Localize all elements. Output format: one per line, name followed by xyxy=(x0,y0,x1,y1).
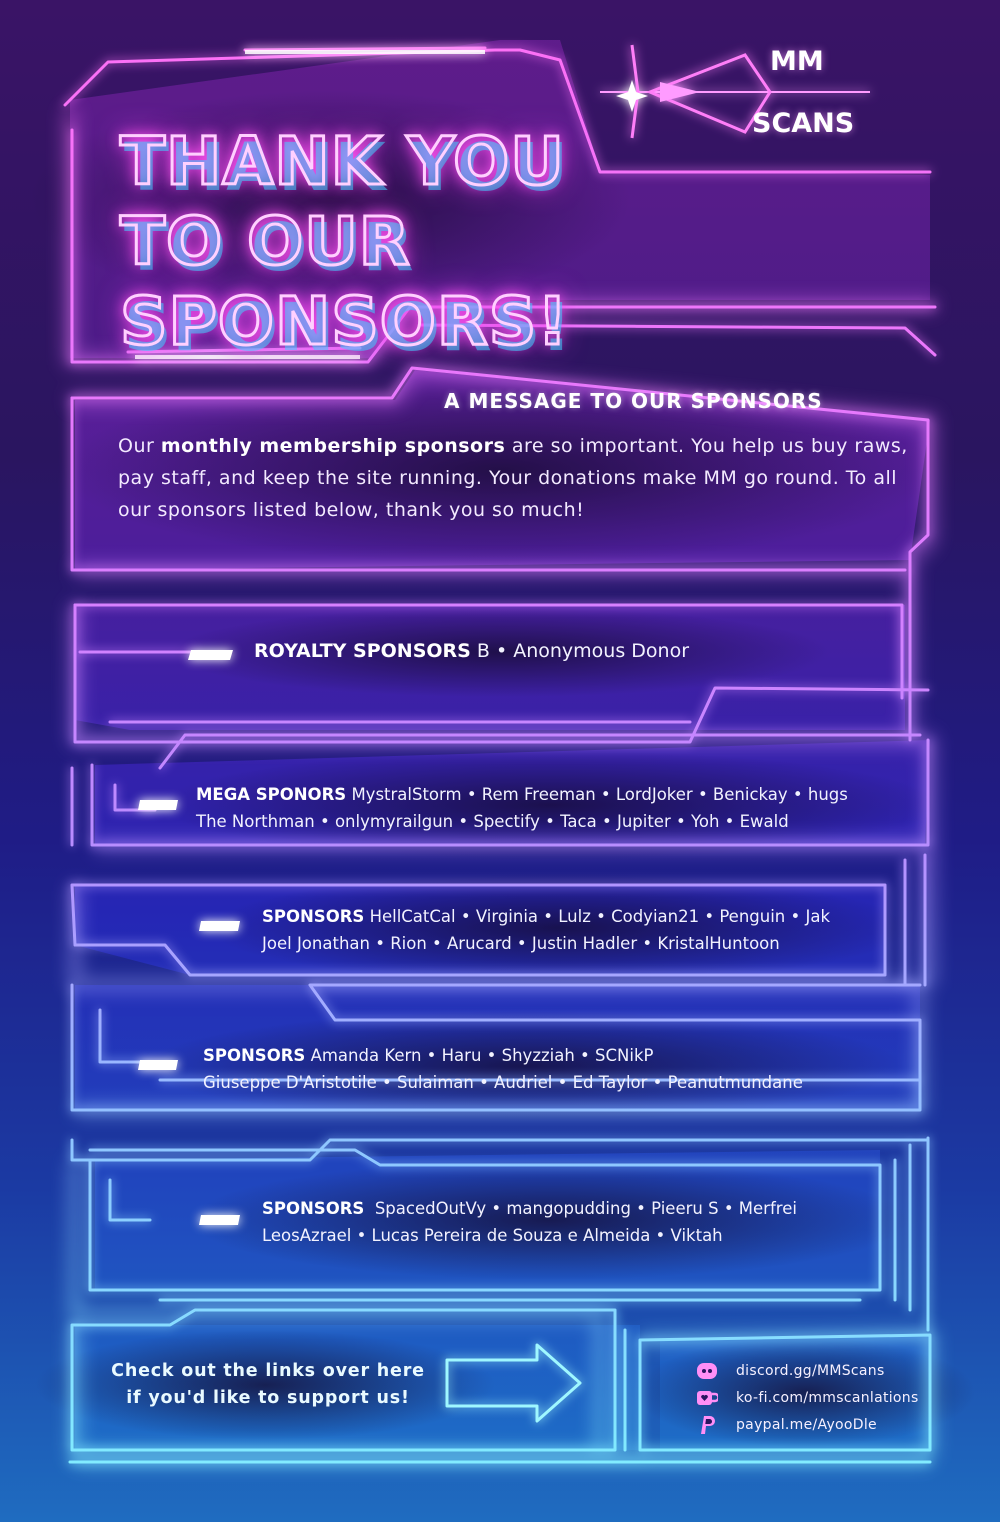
paypal-link[interactable] xyxy=(696,1413,877,1437)
cta-line-1: Check out the links over here xyxy=(111,1361,425,1381)
sponsor-names-line-2: The Northman • onlymyrailgun • Spectify • Taca • Jupiter • Yoh • Ewald xyxy=(196,812,789,831)
sponsor-names-line-1: Amanda Kern • Haru • Shyzziah • SCNikP xyxy=(310,1046,654,1065)
sponsors-group-2 xyxy=(203,1042,803,1096)
sponsors-group-3 xyxy=(262,1195,797,1249)
tier-label: SPONSORS xyxy=(203,1046,306,1065)
logo-text-scans: SCANS xyxy=(752,108,855,139)
ko-fi-link[interactable] xyxy=(696,1386,919,1410)
message-text-pre: Our xyxy=(118,435,161,457)
link-text: discord.gg/MMScans xyxy=(736,1363,885,1379)
sponsor-names-line-2: Joel Jonathan • Rion • Arucard • Justin Hadler • KristalHuntoon xyxy=(262,934,780,953)
message-text-bold: monthly membership sponsors xyxy=(160,435,506,457)
support-call-to-action xyxy=(98,1358,438,1412)
sponsor-names-line-1: MystralStorm • Rem Freeman • LordJoker • Benickay • hugs xyxy=(351,785,848,804)
cta-line-2: if you'd like to support us! xyxy=(126,1388,410,1408)
sponsors-group-1 xyxy=(262,903,830,957)
discord-icon xyxy=(696,1360,718,1382)
message-heading: A MESSAGE TO OUR SPONSORS xyxy=(444,389,823,413)
tier-label: ROYALTY SPONSORS xyxy=(254,640,471,662)
tier-label: SPONSORS xyxy=(262,1199,365,1218)
tier-label: MEGA SPONORS xyxy=(196,785,347,804)
sponsor-names-line-1: SpacedOutVy • mangopudding • Pieeru S • Merfrei xyxy=(374,1199,797,1218)
logo-text-mm: MM xyxy=(770,46,824,77)
headline-line-1: THANK YOU xyxy=(120,123,565,200)
headline-line-2: TO OUR SPONSORS! xyxy=(120,203,569,360)
sponsor-names-line-2: Giuseppe D'Aristotile • Sulaiman • Audriel • Ed Taylor • Peanutmundane xyxy=(203,1073,803,1092)
royalty-sponsors xyxy=(254,640,689,662)
discord-link[interactable] xyxy=(696,1359,885,1383)
sponsor-names: B • Anonymous Donor xyxy=(476,640,690,662)
mega-sponsors xyxy=(196,781,848,835)
link-text: paypal.me/AyooDle xyxy=(736,1417,877,1433)
sponsor-names-line-1: HellCatCal • Virginia • Lulz • Codyian21 • Penguin • Jak xyxy=(369,907,831,926)
message-body xyxy=(118,430,908,526)
paypal-icon xyxy=(696,1414,718,1436)
ko-fi-cup-icon xyxy=(696,1387,718,1409)
sponsor-names-line-2: LeosAzrael • Lucas Pereira de Souza e Almeida • Viktah xyxy=(262,1226,723,1245)
tier-label: SPONSORS xyxy=(262,907,365,926)
message-text-post: are so important. You help us buy raws, pay staff, and keep the site running. Your donations make MM go round. To all our sponsors listed below, thank you so much! xyxy=(118,435,908,521)
link-text: ko-fi.com/mmscanlations xyxy=(736,1390,919,1406)
